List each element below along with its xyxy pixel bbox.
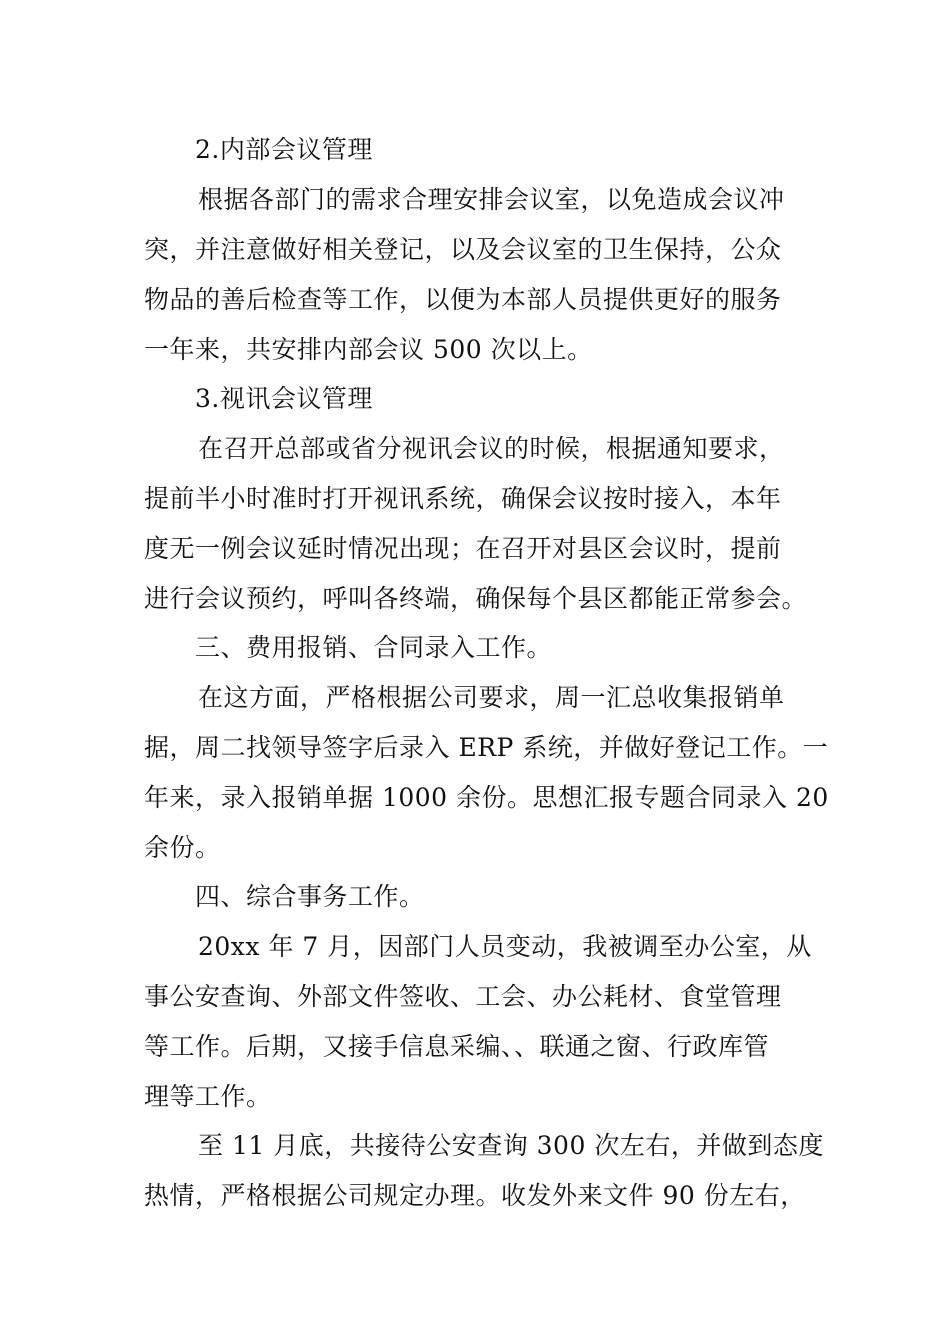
paragraph-line: 在这方面，严格根据公司要求，周一汇总收集报销单: [198, 683, 785, 712]
section-heading-video-meetings: 3.视讯会议管理: [195, 384, 373, 413]
paragraph-line: 理等工作。: [144, 1082, 272, 1111]
paragraph-line: 进行会议预约，呼叫各终端，确保每个县区都能正常参会。: [144, 584, 808, 613]
paragraph-line: 余份。: [144, 833, 221, 862]
section-heading-expenses: 三、费用报销、合同录入工作。: [195, 633, 553, 662]
paragraph-line: 至 11 月底，共接待公安查询 300 次左右，并做到态度: [198, 1131, 824, 1160]
paragraph-line: 度无一例会议延时情况出现；在召开对县区会议时，提前: [144, 534, 782, 563]
paragraph-line: 据，周二找领导签字后录入 ERP 系统，并做好登记工作。一: [144, 733, 829, 762]
paragraph-line: 在召开总部或省分视讯会议的时候，根据通知要求，: [198, 434, 785, 463]
paragraph-line: 一年来，共安排内部会议 500 次以上。: [144, 335, 593, 364]
paragraph-line: 物品的善后检查等工作，以便为本部人员提供更好的服务: [144, 285, 782, 314]
paragraph-line: 提前半小时准时打开视讯系统，确保会议按时接入，本年: [144, 484, 782, 513]
paragraph-line: 20xx 年 7 月，因部门人员变动，我被调至办公室，从: [198, 932, 812, 961]
paragraph-line: 年来，录入报销单据 1000 余份。思想汇报专题合同录入 20: [144, 783, 829, 812]
section-heading-internal-meetings: 2.内部会议管理: [195, 135, 373, 164]
paragraph-line: 热情，严格根据公司规定办理。收发外来文件 90 份左右，: [144, 1181, 806, 1210]
paragraph-line: 等工作。后期，又接手信息采编、、联通之窗、行政库管: [144, 1032, 770, 1061]
paragraph-line: 事公安查询、外部文件签收、工会、办公耗材、食堂管理: [144, 982, 782, 1011]
section-heading-general-affairs: 四、综合事务工作。: [195, 882, 425, 911]
paragraph-line: 根据各部门的需求合理安排会议室，以免造成会议冲: [198, 185, 785, 214]
paragraph-line: 突，并注意做好相关登记，以及会议室的卫生保持，公众: [144, 235, 782, 264]
